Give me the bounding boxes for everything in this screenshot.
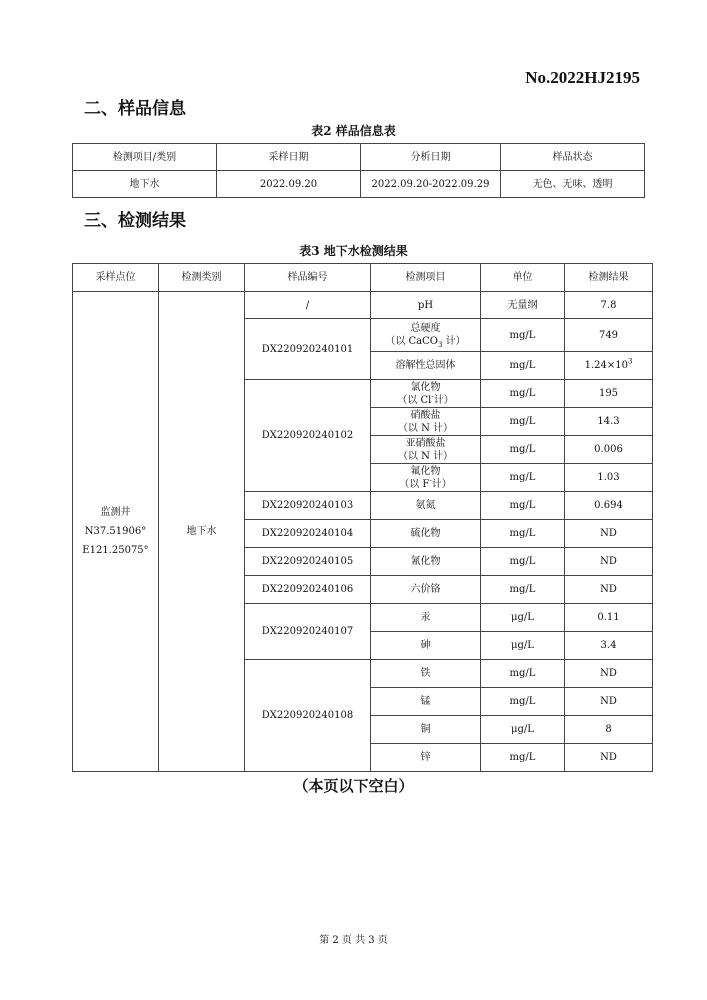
sample-id-cell: DX220920240106 [245, 576, 371, 604]
item-note: （以 Cl-计） [397, 392, 454, 406]
item-name: 氯化物 [410, 381, 441, 393]
sample-id-cell: DX220920240104 [245, 520, 371, 548]
table-header-cell: 样品编号 [245, 264, 371, 292]
result-cell: 3.4 [565, 632, 653, 660]
item-cell: 溶解性总固体 [371, 352, 481, 380]
sampling-point-latitude: N37.51906° [84, 526, 147, 537]
item-cell [371, 436, 481, 464]
result-cell: 0.11 [565, 604, 653, 632]
table-cell: 2022.09.20-2022.09.29 [361, 171, 501, 198]
result-cell: 195 [565, 380, 653, 408]
unit-cell: mg/L [481, 688, 565, 716]
item-cell [371, 408, 481, 436]
sample-info-table [72, 143, 645, 198]
unit-cell: mg/L [481, 319, 565, 352]
table-header-row [73, 264, 653, 292]
result-cell: 7.8 [565, 292, 653, 319]
item-name: 氟化物 [410, 465, 441, 477]
sample-id-cell: DX220920240107 [245, 604, 371, 660]
result-cell: ND [565, 660, 653, 688]
item-cell: 氰化物 [371, 548, 481, 576]
item-name: 硝酸盐 [410, 409, 441, 421]
table-header-cell: 检测项目/类别 [73, 144, 217, 171]
table3-caption: 表3 地下水检测结果 [299, 244, 408, 258]
result-cell: 8 [565, 716, 653, 744]
table-cell: 2022.09.20 [217, 171, 361, 198]
item-cell [371, 380, 481, 408]
section-title-results: 三、检测结果 [84, 211, 186, 231]
result-cell: 14.3 [565, 408, 653, 436]
unit-cell: mg/L [481, 548, 565, 576]
unit-cell: μg/L [481, 716, 565, 744]
result-cell: $1.24\times 10^3$ [565, 352, 653, 380]
item-cell [371, 319, 481, 352]
category-cell: 地下水 [159, 292, 245, 772]
table-header-cell: 单位 [481, 264, 565, 292]
unit-cell: mg/L [481, 492, 565, 520]
table-row [73, 292, 653, 319]
unit-cell: mg/L [481, 436, 565, 464]
result-cell: ND [565, 548, 653, 576]
table-cell: 无色、无味、透明 [501, 171, 645, 198]
unit-cell: mg/L [481, 660, 565, 688]
item-cell [371, 464, 481, 492]
table-header-cell: 检测结果 [565, 264, 653, 292]
sample-id-cell: DX220920240103 [245, 492, 371, 520]
item-cell: 硫化物 [371, 520, 481, 548]
unit-cell: mg/L [481, 576, 565, 604]
section-title-sample-info: 二、样品信息 [84, 99, 186, 119]
item-cell: 氨氮 [371, 492, 481, 520]
result-cell: 0.694 [565, 492, 653, 520]
page-footer: 第 2 页 共 3 页 [319, 935, 388, 946]
unit-cell: mg/L [481, 380, 565, 408]
table-cell: 地下水 [73, 171, 217, 198]
sample-id-cell: DX220920240108 [245, 660, 371, 772]
sampling-point-name: 监测井 [100, 507, 131, 518]
sample-id-cell: DX220920240102 [245, 380, 371, 492]
table-header-cell: 检测项目 [371, 264, 481, 292]
table-header-cell: 分析日期 [361, 144, 501, 171]
sampling-point-longitude: E121.25075° [82, 545, 149, 556]
item-cell: 铁 [371, 660, 481, 688]
table-header-cell: 采样日期 [217, 144, 361, 171]
result-cell: ND [565, 688, 653, 716]
sample-id-cell: / [245, 292, 371, 319]
item-note: （以 N 计） [397, 450, 454, 462]
unit-cell: μg/L [481, 632, 565, 660]
item-cell: 砷 [371, 632, 481, 660]
result-cell: 749 [565, 319, 653, 352]
item-cell: 六价铬 [371, 576, 481, 604]
sample-id-cell: DX220920240105 [245, 548, 371, 576]
item-name: 总硬度 [410, 323, 441, 334]
result-cell: ND [565, 576, 653, 604]
result-cell: ND [565, 744, 653, 772]
result-cell: 1.03 [565, 464, 653, 492]
item-cell: 锌 [371, 744, 481, 772]
item-note: （以 N 计） [397, 422, 454, 434]
unit-cell: mg/L [481, 744, 565, 772]
unit-cell: mg/L [481, 464, 565, 492]
sample-id-cell: DX220920240101 [245, 319, 371, 380]
unit-cell: μg/L [481, 604, 565, 632]
groundwater-results-table [72, 263, 653, 772]
item-cell: 汞 [371, 604, 481, 632]
table2-caption: 表2 样品信息表 [311, 124, 396, 138]
result-cell: 0.006 [565, 436, 653, 464]
item-name: 亚硝酸盐 [405, 437, 446, 449]
sampling-point-cell [73, 292, 159, 772]
item-cell: 铜 [371, 716, 481, 744]
unit-cell: 无量纲 [481, 292, 565, 319]
item-cell: pH [371, 292, 481, 319]
unit-cell: mg/L [481, 352, 565, 380]
table-header-row [73, 144, 645, 171]
item-cell: 锰 [371, 688, 481, 716]
unit-cell: mg/L [481, 408, 565, 436]
table-header-cell: 检测类别 [159, 264, 245, 292]
item-note: （以 CaCO$_3$ 计） [385, 336, 466, 349]
report-number: No.2022HJ2195 [525, 68, 640, 87]
item-note: （以 F-计） [399, 476, 452, 490]
table-row [73, 171, 645, 198]
result-cell: ND [565, 520, 653, 548]
blank-page-note: （本页以下空白） [293, 777, 414, 795]
unit-cell: mg/L [481, 520, 565, 548]
table-header-cell: 样品状态 [501, 144, 645, 171]
table-header-cell: 采样点位 [73, 264, 159, 292]
